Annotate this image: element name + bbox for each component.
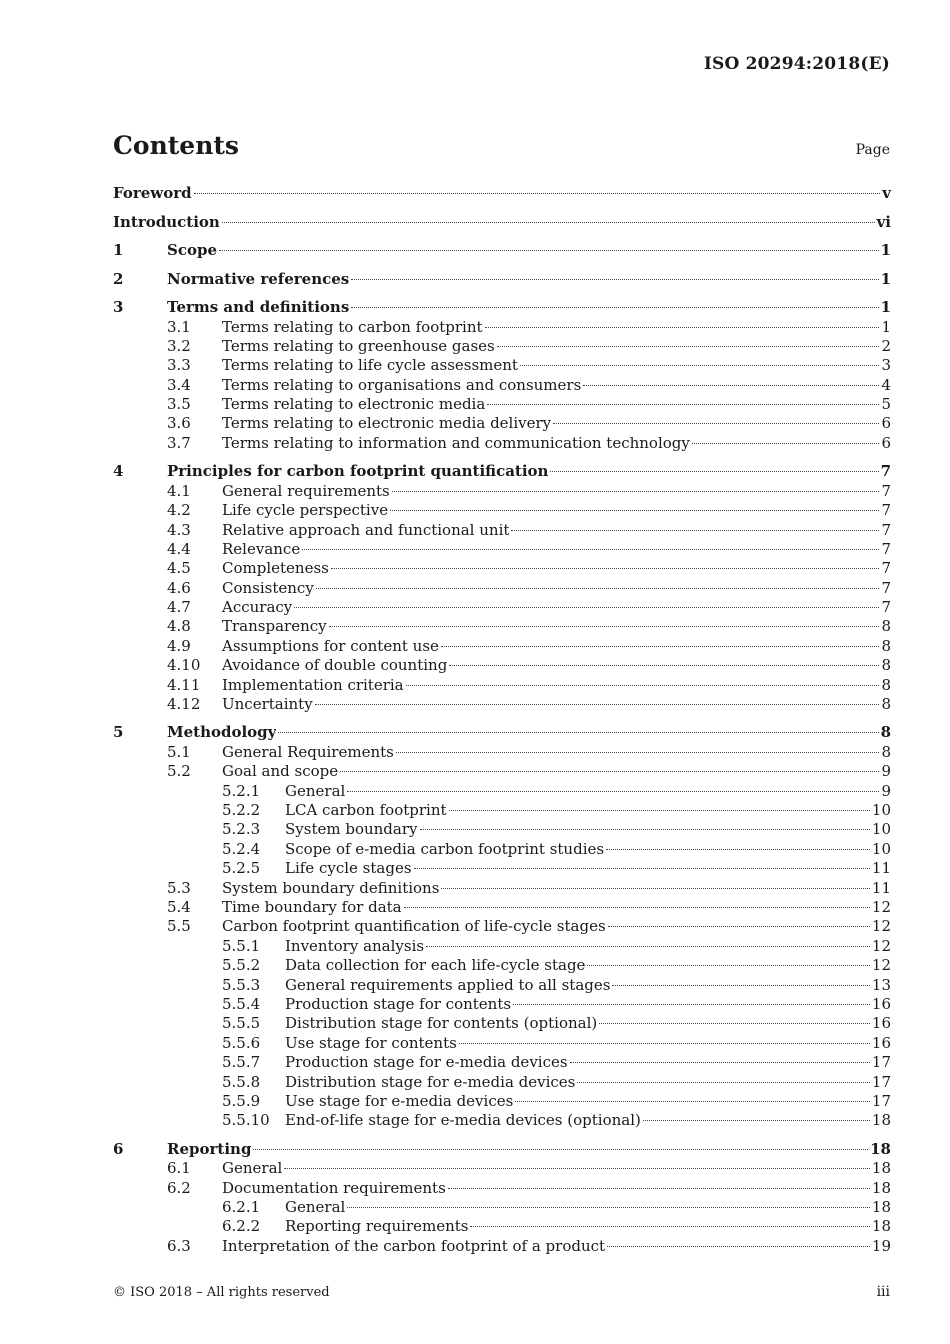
toc-entry-page: vi xyxy=(876,212,891,231)
toc-entry[interactable] xyxy=(113,617,891,636)
dot-leader xyxy=(347,791,879,792)
toc-entry-title: Methodology xyxy=(167,723,277,742)
dot-leader xyxy=(222,222,875,223)
dot-leader xyxy=(331,568,880,569)
toc-entry-number: 5.2 xyxy=(167,762,191,781)
toc-entry-page: 12 xyxy=(871,917,891,936)
toc-entry-page: 1 xyxy=(880,269,891,288)
toc-entry-number: 5.5.2 xyxy=(222,956,261,975)
toc-entry[interactable] xyxy=(113,269,891,290)
dot-leader xyxy=(316,588,880,589)
dot-leader xyxy=(583,385,879,386)
toc-entry[interactable] xyxy=(113,1111,891,1130)
toc-entry[interactable] xyxy=(113,434,891,453)
toc-entry-title: Relative approach and functional unit xyxy=(222,520,510,539)
toc-entry[interactable] xyxy=(113,212,891,233)
toc-entry-page: 5 xyxy=(881,395,891,414)
toc-entry-number: 5.1 xyxy=(167,742,191,761)
toc-entry-page: 13 xyxy=(871,975,891,994)
toc-entry[interactable] xyxy=(113,414,891,433)
toc-entry-page: 7 xyxy=(881,598,891,617)
toc-entry-title: Life cycle stages xyxy=(285,859,412,878)
toc-entry[interactable] xyxy=(113,859,891,878)
copyright-notice: © ISO 2018 – All rights reserved xyxy=(113,1285,330,1300)
toc-entry-page: 7 xyxy=(881,539,891,558)
toc-entry[interactable] xyxy=(113,801,891,820)
dot-leader xyxy=(448,1188,870,1189)
toc-entry-title: General xyxy=(285,781,346,800)
toc-entry[interactable] xyxy=(113,676,891,695)
dot-leader xyxy=(599,1023,870,1024)
toc-entry[interactable] xyxy=(113,937,891,956)
toc-entry-title: Use stage for contents xyxy=(285,1033,457,1052)
toc-entry[interactable] xyxy=(113,356,891,375)
toc-entry-number: 5.5.9 xyxy=(222,1091,261,1110)
dot-leader xyxy=(426,946,870,947)
dot-leader xyxy=(253,1149,868,1150)
toc-entry-title: Reporting requirements xyxy=(285,1217,469,1236)
toc-entry[interactable] xyxy=(113,1053,891,1072)
toc-entry[interactable] xyxy=(113,395,891,414)
toc-entry-title: Scope of e-media carbon footprint studies xyxy=(285,839,605,858)
toc-entry-number: 4.3 xyxy=(167,520,191,539)
dot-leader xyxy=(449,810,870,811)
toc-entry-number: 4.4 xyxy=(167,539,191,558)
toc-entry-page: 8 xyxy=(881,656,891,675)
toc-entry-number: 3.4 xyxy=(167,375,191,394)
toc-entry-number: 5.5.5 xyxy=(222,1014,261,1033)
toc-entry-number: 5.5.8 xyxy=(222,1072,261,1091)
toc-entry-page: 1 xyxy=(880,298,891,316)
toc-entry[interactable] xyxy=(113,559,891,578)
toc-entry-title: Implementation criteria xyxy=(222,675,404,694)
dot-leader xyxy=(607,1246,870,1247)
toc-entry[interactable] xyxy=(113,722,891,743)
toc-entry-number: 4.10 xyxy=(167,656,201,675)
toc-entry-title: Goal and scope xyxy=(222,762,339,781)
toc-entry-number: 5.2.3 xyxy=(222,820,261,839)
toc-entry-page: 12 xyxy=(871,898,891,917)
toc-entry-title: Production stage for e-media devices xyxy=(285,1053,568,1072)
toc-entry-title: LCA carbon footprint xyxy=(285,801,447,820)
toc-entry[interactable] xyxy=(113,840,891,859)
toc-entry-number: 6.2.1 xyxy=(222,1198,261,1217)
toc-entry[interactable] xyxy=(113,917,891,936)
toc-entry-page: 1 xyxy=(880,241,891,259)
toc-entry-number: 4.5 xyxy=(167,559,191,578)
toc-entry-number: 4.8 xyxy=(167,617,191,636)
dot-leader xyxy=(294,607,879,608)
toc-entry[interactable] xyxy=(113,762,891,781)
toc-entry-number: 4.2 xyxy=(167,501,191,520)
dot-leader xyxy=(485,327,880,328)
dot-leader xyxy=(404,907,870,908)
toc-entry-page: 1 xyxy=(881,317,891,336)
toc-entry-title: Terms relating to carbon footprint xyxy=(222,317,483,336)
dot-leader xyxy=(441,888,869,889)
toc-entry-page: 16 xyxy=(871,1014,891,1033)
toc-entry-page: 10 xyxy=(871,839,891,858)
toc-entry-title: General Requirements xyxy=(222,742,394,761)
toc-entry-page: 16 xyxy=(871,1033,891,1052)
dot-leader xyxy=(406,685,880,686)
toc-entry-title: Terms relating to electronic media xyxy=(222,395,486,414)
toc-entry-title: Introduction xyxy=(113,212,220,231)
toc-entry-number: 3.2 xyxy=(167,336,191,355)
toc-entry-title: Foreword xyxy=(113,184,192,202)
toc-entry[interactable] xyxy=(113,1034,891,1053)
toc-entry-title: Avoidance of double counting xyxy=(222,656,448,675)
toc-entry-number: 6 xyxy=(113,1139,124,1158)
toc-entry[interactable] xyxy=(113,1073,891,1092)
toc-entry-page: 2 xyxy=(881,336,891,355)
dot-leader xyxy=(470,1226,869,1227)
toc-entry-number: 5.5.7 xyxy=(222,1053,261,1072)
toc-entry-title: Documentation requirements xyxy=(222,1178,446,1197)
toc-entry-number: 5 xyxy=(113,723,124,742)
toc-entry-page: 17 xyxy=(871,1091,891,1110)
toc-entry[interactable] xyxy=(113,337,891,356)
toc-entry-title: Life cycle perspective xyxy=(222,501,389,520)
toc-entry-page: 8 xyxy=(880,723,891,742)
dot-leader xyxy=(513,1004,870,1005)
toc-entry-page: 8 xyxy=(881,695,891,714)
toc-entry[interactable] xyxy=(113,1014,891,1033)
toc-entry-number: 6.3 xyxy=(167,1236,191,1255)
toc-entry-page: v xyxy=(882,184,891,202)
toc-entry-page: 18 xyxy=(870,1139,891,1158)
dot-leader xyxy=(515,1101,870,1102)
toc-entry-page: 18 xyxy=(871,1111,891,1130)
toc-entry[interactable] xyxy=(113,1092,891,1111)
toc-entry-number: 3.5 xyxy=(167,395,191,414)
toc-entry[interactable] xyxy=(113,879,891,898)
toc-entry-title: Relevance xyxy=(222,539,301,558)
dot-leader xyxy=(351,279,878,280)
toc-entry-title: System boundary xyxy=(285,820,418,839)
toc-entry-page: 12 xyxy=(871,936,891,955)
dot-leader xyxy=(340,771,879,772)
toc-entry-page: 6 xyxy=(881,414,891,433)
toc-entry[interactable] xyxy=(113,782,891,801)
dot-leader xyxy=(194,193,881,194)
toc-entry-page: 8 xyxy=(881,617,891,636)
toc-entry-number: 5.5.3 xyxy=(222,975,261,994)
toc-entry-title: Completeness xyxy=(222,559,329,578)
toc-entry[interactable] xyxy=(113,240,891,261)
toc-entry-number: 4.1 xyxy=(167,481,191,500)
toc-entry-title: Assumptions for content use xyxy=(222,636,439,655)
toc-entry[interactable] xyxy=(113,521,891,540)
toc-entry-title: Distribution stage for e-media devices xyxy=(285,1072,576,1091)
toc-entry[interactable] xyxy=(113,898,891,917)
toc-entry-number: 2 xyxy=(113,269,124,288)
toc-entry-number: 5.4 xyxy=(167,898,191,917)
toc-entry-page: 9 xyxy=(881,781,891,800)
toc-entry[interactable] xyxy=(113,637,891,656)
toc-entry-number: 5.3 xyxy=(167,878,191,897)
dot-leader xyxy=(302,549,879,550)
toc-entry-title: End-of-life stage for e-media devices (optional) xyxy=(285,1111,641,1130)
toc-entry-title: Carbon footprint quantification of life-cycle stages xyxy=(222,917,606,936)
dot-leader xyxy=(608,926,870,927)
toc-entry-page: 19 xyxy=(871,1236,891,1255)
toc-entry-title: Terms relating to electronic media delivery xyxy=(222,414,552,433)
dot-leader xyxy=(577,1082,870,1083)
page-number: iii xyxy=(876,1284,890,1300)
dot-leader xyxy=(520,365,879,366)
toc-entry-page: 8 xyxy=(881,742,891,761)
toc-entry-number: 6.1 xyxy=(167,1159,191,1178)
document-code: ISO 20294:2018(E) xyxy=(703,54,890,74)
toc-entry[interactable] xyxy=(113,820,891,839)
toc-entry[interactable] xyxy=(113,598,891,617)
toc-entry-number: 4.12 xyxy=(167,695,201,714)
toc-entry-page: 7 xyxy=(881,501,891,520)
toc-entry-page: 7 xyxy=(881,559,891,578)
dot-leader xyxy=(692,443,880,444)
dot-leader xyxy=(570,1062,870,1063)
toc-entry-title: Scope xyxy=(167,241,218,259)
toc-entry-page: 8 xyxy=(881,636,891,655)
toc-entry-number: 6.2 xyxy=(167,1178,191,1197)
toc-entry-page: 18 xyxy=(871,1217,891,1236)
toc-entry-number: 4.11 xyxy=(167,675,201,694)
toc-entry-number: 5.5 xyxy=(167,917,191,936)
dot-leader xyxy=(511,530,879,531)
toc-entry[interactable] xyxy=(113,318,891,337)
toc-entry-title: General xyxy=(285,1198,346,1217)
toc-entry-number: 1 xyxy=(113,241,124,259)
toc-entry-title: General xyxy=(222,1159,283,1178)
toc-entry-title: Principles for carbon footprint quantification xyxy=(167,462,549,481)
toc-entry-title: Terms relating to information and communication technology xyxy=(222,433,690,452)
toc-entry-page: 7 xyxy=(881,520,891,539)
toc-entry-page: 9 xyxy=(881,762,891,781)
toc-entry-page: 8 xyxy=(881,675,891,694)
toc-entry[interactable] xyxy=(113,1217,891,1236)
toc-entry-title: Data collection for each life-cycle stage xyxy=(285,956,586,975)
toc-entry[interactable] xyxy=(113,1139,891,1160)
toc-entry[interactable] xyxy=(113,183,891,204)
toc-entry-number: 3.1 xyxy=(167,317,191,336)
dot-leader xyxy=(278,732,878,733)
toc-entry[interactable] xyxy=(113,1237,891,1256)
toc-entry[interactable] xyxy=(113,976,891,995)
dot-leader xyxy=(347,1207,870,1208)
toc-entry-number: 5.2.2 xyxy=(222,801,261,820)
dot-leader xyxy=(390,510,879,511)
toc-entry-page: 16 xyxy=(871,995,891,1013)
toc-entry-number: 4.6 xyxy=(167,578,191,597)
toc-entry[interactable] xyxy=(113,995,891,1014)
toc-entry-page: 12 xyxy=(871,956,891,975)
toc-entry-title: Transparency xyxy=(222,617,327,636)
dot-leader xyxy=(550,471,878,472)
dot-leader xyxy=(392,491,880,492)
dot-leader xyxy=(284,1168,870,1169)
table-of-contents xyxy=(113,183,891,1256)
dot-leader xyxy=(487,404,879,405)
toc-entry-number: 5.5.1 xyxy=(222,936,261,955)
toc-entry[interactable] xyxy=(113,695,891,714)
toc-entry-title: Distribution stage for contents (optional) xyxy=(285,1014,598,1033)
page-column-label: Page xyxy=(855,142,890,158)
toc-entry[interactable] xyxy=(113,656,891,675)
toc-entry-number: 5.2.4 xyxy=(222,839,261,858)
dot-leader xyxy=(329,626,880,627)
dot-leader xyxy=(315,704,880,705)
toc-entry-number: 5.5.4 xyxy=(222,995,261,1013)
toc-entry-number: 5.2.1 xyxy=(222,781,261,800)
toc-entry-page: 11 xyxy=(871,878,891,897)
dot-leader xyxy=(449,665,879,666)
dot-leader xyxy=(553,423,879,424)
toc-entry[interactable] xyxy=(113,1198,891,1217)
toc-entry-title: Uncertainty xyxy=(222,695,313,714)
toc-entry[interactable] xyxy=(113,501,891,520)
toc-entry-title: General requirements xyxy=(222,481,390,500)
toc-entry-title: Inventory analysis xyxy=(285,936,425,955)
dot-leader xyxy=(441,646,880,647)
dot-leader xyxy=(396,752,880,753)
toc-entry-page: 7 xyxy=(880,462,891,481)
toc-entry[interactable] xyxy=(113,579,891,598)
toc-entry[interactable] xyxy=(113,956,891,975)
dot-leader xyxy=(414,868,870,869)
toc-entry-title: Terms relating to greenhouse gases xyxy=(222,336,495,355)
toc-entry-title: Accuracy xyxy=(222,598,293,617)
toc-entry-page: 7 xyxy=(881,481,891,500)
toc-entry-title: Reporting xyxy=(167,1139,252,1158)
toc-entry-page: 4 xyxy=(881,375,891,394)
toc-entry[interactable] xyxy=(113,297,891,318)
toc-entry-number: 6.2.2 xyxy=(222,1217,261,1236)
toc-entry[interactable] xyxy=(113,482,891,501)
dot-leader xyxy=(612,985,869,986)
toc-entry-number: 5.5.10 xyxy=(222,1111,270,1130)
toc-entry-number: 3.6 xyxy=(167,414,191,433)
toc-entry-title: System boundary definitions xyxy=(222,878,440,897)
dot-leader xyxy=(606,849,870,850)
toc-entry-page: 10 xyxy=(871,820,891,839)
toc-entry[interactable] xyxy=(113,1159,891,1178)
dot-leader xyxy=(587,965,869,966)
toc-entry-title: Terms relating to life cycle assessment xyxy=(222,356,518,375)
dot-leader xyxy=(497,346,880,347)
toc-entry-number: 5.2.5 xyxy=(222,859,261,878)
toc-entry-page: 7 xyxy=(881,578,891,597)
toc-entry[interactable] xyxy=(113,376,891,395)
dot-leader xyxy=(219,250,879,251)
toc-entry-page: 17 xyxy=(871,1072,891,1091)
toc-entry[interactable] xyxy=(113,461,891,482)
dot-leader xyxy=(420,829,870,830)
toc-entry-title: Production stage for contents xyxy=(285,995,512,1013)
toc-entry-title: Consistency xyxy=(222,578,314,597)
toc-entry-number: 3.7 xyxy=(167,433,191,452)
toc-entry-page: 18 xyxy=(871,1159,891,1178)
toc-entry-number: 4.9 xyxy=(167,636,191,655)
toc-entry-number: 3.3 xyxy=(167,356,191,375)
toc-entry-number: 4.7 xyxy=(167,598,191,617)
toc-entry-page: 11 xyxy=(871,859,891,878)
toc-entry-number: 4 xyxy=(113,462,124,481)
toc-entry[interactable] xyxy=(113,743,891,762)
toc-entry-page: 10 xyxy=(871,801,891,820)
toc-entry-title: Use stage for e-media devices xyxy=(285,1091,514,1110)
toc-entry-page: 18 xyxy=(871,1178,891,1197)
toc-entry-page: 6 xyxy=(881,433,891,452)
toc-entry-title: Time boundary for data xyxy=(222,898,402,917)
toc-entry-title: Interpretation of the carbon footprint of a product xyxy=(222,1236,606,1255)
toc-entry-page: 18 xyxy=(871,1198,891,1217)
toc-entry-page: 17 xyxy=(871,1053,891,1072)
toc-entry-title: Terms relating to organisations and consumers xyxy=(222,375,582,394)
toc-entry-number: 5.5.6 xyxy=(222,1033,261,1052)
toc-entry-title: Terms and definitions xyxy=(167,298,350,316)
toc-entry[interactable] xyxy=(113,540,891,559)
toc-entry-page: 3 xyxy=(881,356,891,375)
dot-leader xyxy=(643,1120,870,1121)
page-title: Contents xyxy=(113,131,240,160)
toc-entry-title: General requirements applied to all stages xyxy=(285,975,611,994)
toc-entry-title: Normative references xyxy=(167,269,350,288)
dot-leader xyxy=(459,1043,870,1044)
toc-entry-number: 3 xyxy=(113,298,124,316)
dot-leader xyxy=(351,307,878,308)
toc-entry[interactable] xyxy=(113,1179,891,1198)
